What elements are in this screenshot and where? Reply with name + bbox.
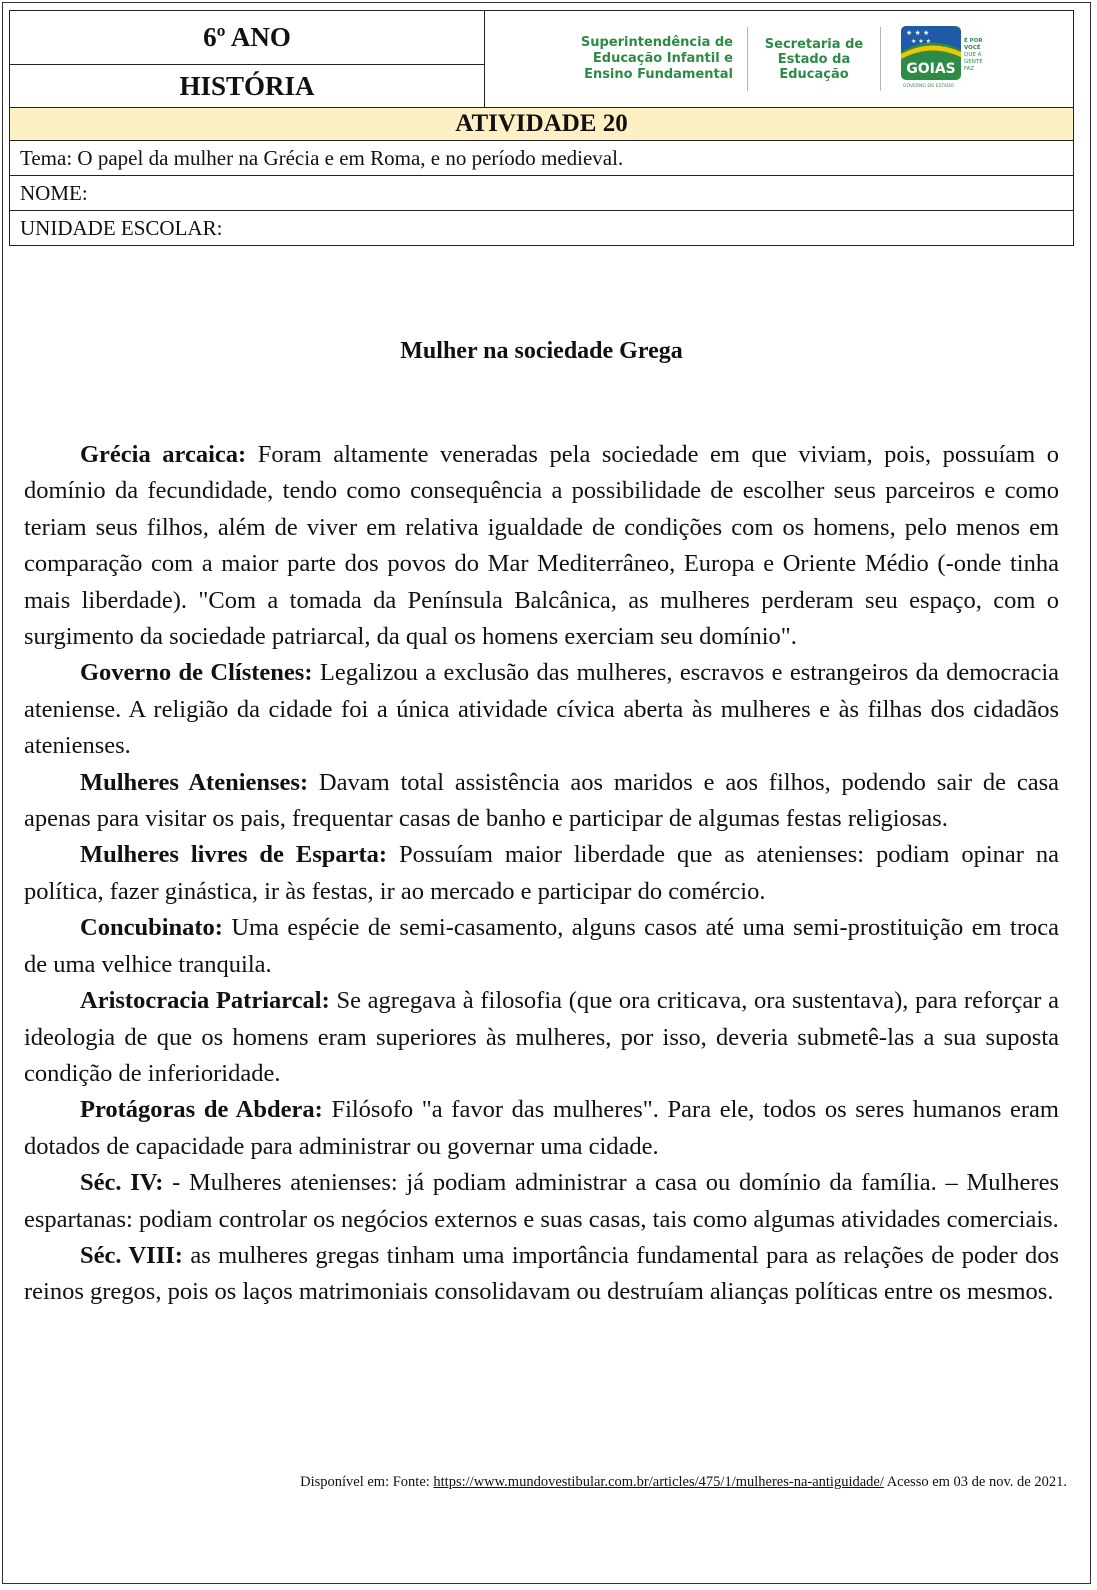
paragraph	[24, 983, 1059, 1092]
paragraph-term: Mulheres Atenienses:	[80, 768, 309, 796]
paragraph	[24, 655, 1059, 764]
paragraph-term: Governo de Clístenes:	[80, 659, 313, 687]
subject-cell	[10, 65, 485, 108]
grade-label: 6º ANO	[203, 22, 291, 52]
source-link[interactable]: https://www.mundovestibular.com.br/articles/475/1/mulheres-na-antiguidade/	[433, 1474, 884, 1490]
source-citation	[300, 1474, 1067, 1491]
paragraph-term: Séc. IV:	[80, 1169, 164, 1197]
paragraph-text: Possuíam maior liberdade que as atenienses: podiam opinar na política, fazer ginástica, ir às festas, ir ao mercado e participar do comércio.	[24, 841, 1059, 905]
paragraph-text: Davam total assistência aos maridos e aos filhos, podendo sair de casa apenas para visitar os pais, frequentar casas de banho e participar de algumas festas religiosas.	[24, 768, 1059, 833]
paragraph-text: - Mulheres atenienses: já podiam administrar a casa ou domínio da família. – Mulheres espartanas: podiam controlar os negócios externos e suas casas, tais como algumas atividades comerciais.	[24, 1169, 1059, 1233]
secretaria-logo: Secretaria de Estado da Educação	[764, 36, 864, 82]
paragraph-term: Protágoras de Abdera:	[80, 1096, 323, 1124]
goias-emblem-icon	[899, 24, 995, 90]
paragraph	[24, 1238, 1059, 1311]
grade-cell	[10, 11, 485, 65]
page-title: Mulher na sociedade Grega	[400, 338, 683, 364]
paragraph-text: Uma espécie de semi-casamento, alguns casos até uma semi-prostituição em troca de uma velhice tranquila.	[24, 914, 1059, 978]
paragraph-term: Aristocracia Patriarcal:	[80, 987, 330, 1015]
logos-cell	[485, 11, 1074, 108]
svg-text:GOVERNO DO ESTADO: GOVERNO DO ESTADO	[903, 83, 954, 89]
paragraph-term: Mulheres livres de Esparta:	[80, 841, 388, 869]
svg-text:É POR: É POR	[964, 37, 983, 44]
paragraph	[24, 437, 1059, 655]
svg-text:GENTE: GENTE	[964, 58, 983, 65]
activity-cell	[10, 108, 1074, 141]
source-prefix: Disponível em: Fonte:	[300, 1474, 434, 1490]
paragraph-term: Séc. VIII:	[80, 1241, 183, 1269]
paragraph-text: Legalizou a exclusão das mulheres, escravos e estrangeiros da democracia ateniense. A religião da cidade foi a única atividade cívica aberta às mulheres e às filhas dos cidadãos atenienses.	[24, 659, 1059, 760]
logos	[485, 11, 1073, 107]
header-table	[9, 10, 1074, 246]
svg-text:GOIAS: GOIAS	[906, 60, 956, 77]
theme-text: Tema: O papel da mulher na Grécia e em Roma, e no período medieval.	[20, 145, 624, 170]
source-suffix: Acesso em 03 de nov. de 2021.	[883, 1474, 1067, 1490]
goias-logo	[899, 24, 995, 95]
paragraph-text: Foram altamente veneradas pela sociedade em que viviam, pois, possuíam o domínio da fecundidade, tendo como consequência a possibilidade de escolher seus parceiros e como teriam seus filhos, além de viver em relativa igualdade de condições com os homens, pelo menos em comparação com a maior parte dos povos do Mar Mediterrâneo, Europa e Oriente Médio (-onde tinha mais liberdade). "Com a tomada da Península Balcânica, as mulheres perderam seu espaço, com o surgimento da sociedade patriarcal, da qual os homens exerciam seu domínio".	[24, 441, 1059, 651]
logo-divider	[880, 27, 881, 91]
paragraph-text: as mulheres gregas tinham uma importância fundamental para as relações de poder dos reinos gregos, pois os laços matrimoniais consolidavam ou destruíam alianças políticas entre os mesmos.	[24, 1241, 1059, 1306]
body-text	[24, 437, 1059, 1311]
paragraph	[24, 910, 1059, 983]
paragraph	[24, 765, 1059, 838]
paragraph	[24, 1165, 1059, 1238]
svg-text:QUE A: QUE A	[964, 51, 982, 58]
theme-cell	[10, 141, 1074, 176]
school-label: UNIDADE ESCOLAR:	[20, 215, 223, 240]
activity-title: ATIVIDADE 20	[455, 110, 628, 137]
paragraph-text: Se agregava à filosofia (que ora criticava, ora sustentava), para reforçar a ideologia de que os homens eram superiores às mulheres, por isso, deveria submetê-las a sua suposta condição de inferioridade.	[24, 987, 1060, 1087]
paragraph-term: Concubinato:	[80, 914, 223, 942]
svg-text:VOCÊ: VOCÊ	[964, 44, 981, 51]
paragraph-text: Filósofo "a favor das mulheres". Para ele, todos os seres humanos eram dotados de capacidade para administrar ou governar uma cidade.	[24, 1096, 1059, 1160]
svg-text:★ ★ ★: ★ ★ ★	[911, 37, 931, 45]
logo-divider	[747, 27, 748, 91]
name-field[interactable]	[10, 176, 1074, 211]
paragraph	[24, 1092, 1059, 1165]
svg-text:FAZ: FAZ	[964, 65, 975, 72]
paragraph	[24, 837, 1059, 910]
name-label: NOME:	[20, 180, 88, 205]
school-field[interactable]	[10, 211, 1074, 246]
svg-text:★ ★ ★: ★ ★ ★	[906, 28, 930, 37]
paragraph-term: Grécia arcaica:	[80, 441, 247, 468]
superintendencia-logo: Superintendência de Educação Infantil e Ensino Fundamental	[580, 35, 733, 82]
subject-label: HISTÓRIA	[179, 70, 315, 101]
